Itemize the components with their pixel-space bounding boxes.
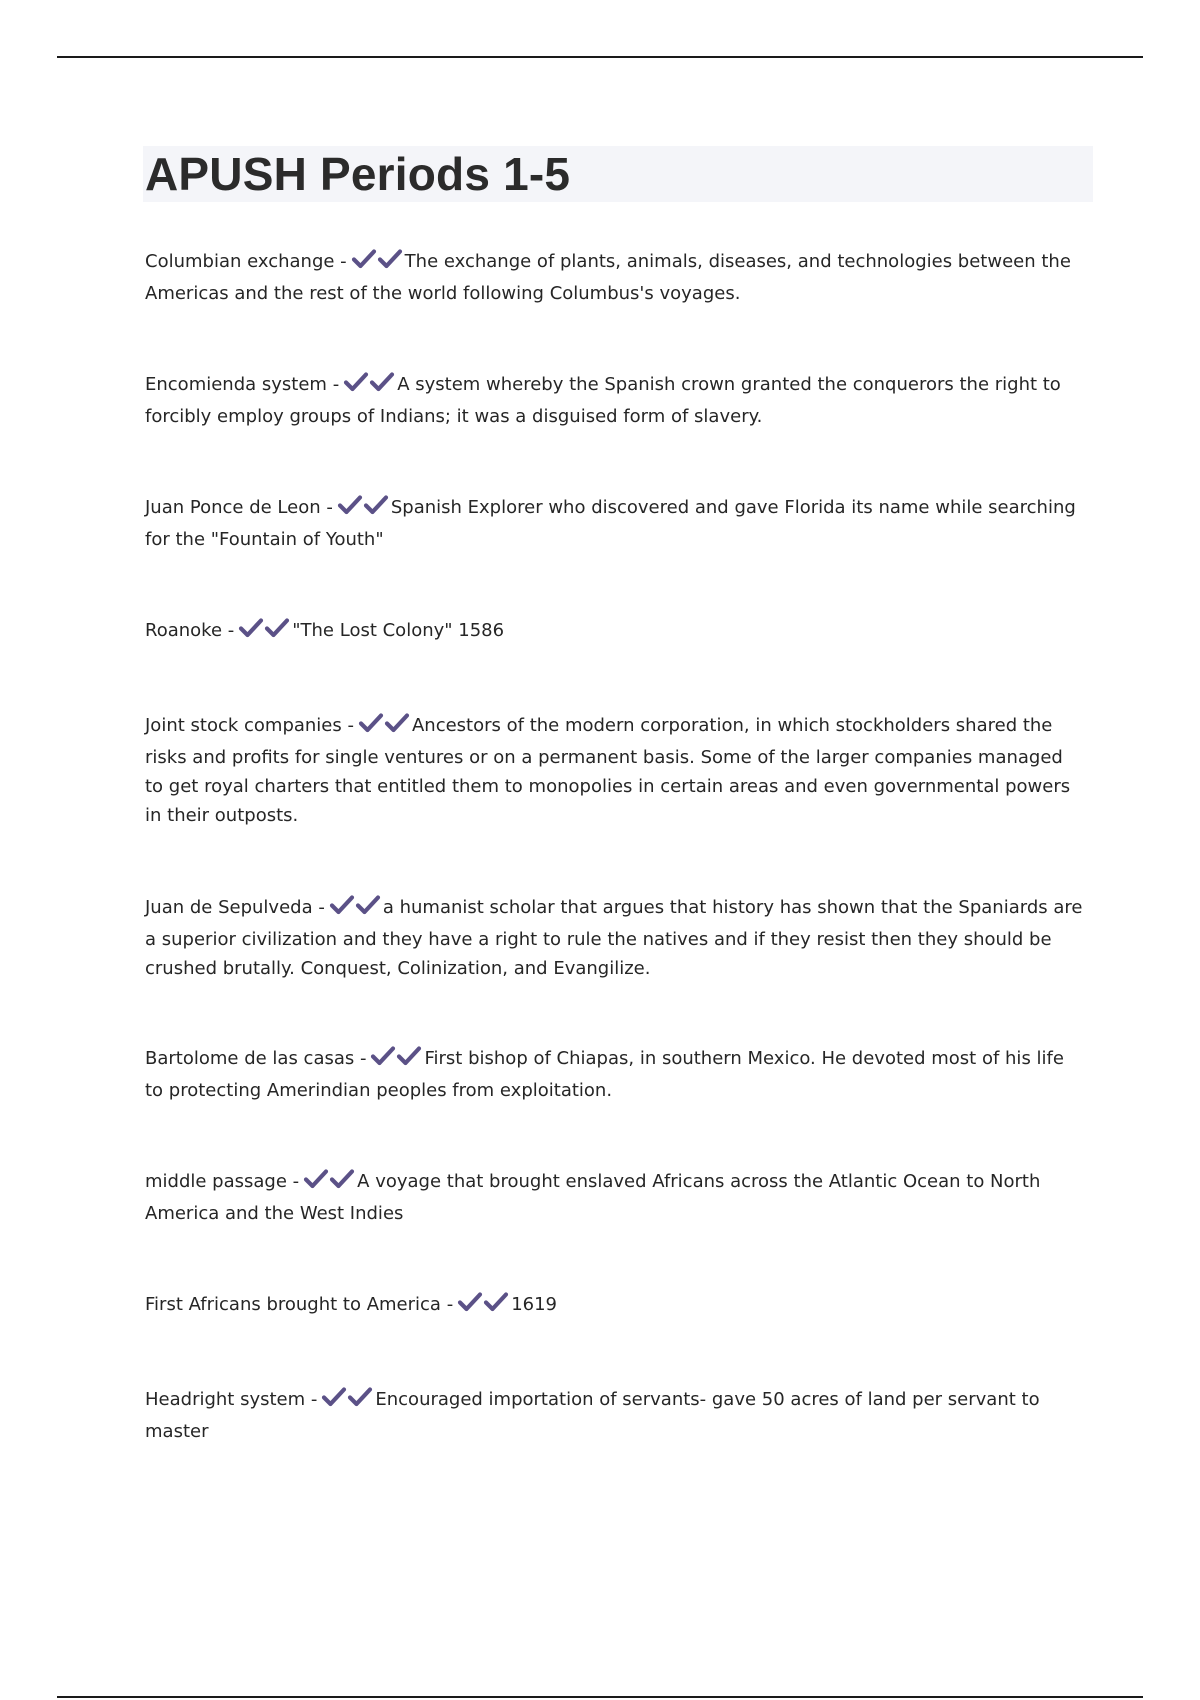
entry-definition: Encouraged importation of servants- gave 50 acres of land per servant to master	[145, 1389, 1040, 1442]
entry-separator: -	[326, 374, 340, 395]
entry-encomienda-system	[145, 370, 1085, 431]
check-icon	[355, 894, 381, 916]
check-icon	[483, 1291, 509, 1313]
check-icon	[396, 1045, 422, 1067]
entry-separator: -	[312, 897, 325, 918]
double-check-icon	[238, 617, 290, 648]
entry-definition: "The Lost Colony" 1586	[292, 620, 505, 641]
entry-definition: First bishop of Chiapas, in southern Mexico. He devoted most of his life to protecting Amerindian peoples from exploitation.	[145, 1048, 1064, 1101]
check-icon	[369, 371, 395, 393]
bottom-rule	[57, 1696, 1143, 1698]
check-icon	[329, 1168, 355, 1190]
check-icon	[358, 712, 384, 734]
entry-separator: -	[440, 1294, 454, 1315]
entry-separator: -	[334, 251, 347, 272]
check-icon	[343, 371, 369, 393]
entry-bartolome-de-las-casas	[145, 1044, 1085, 1105]
entry-term: First Africans brought to America	[145, 1294, 441, 1315]
entry-headright-system	[145, 1385, 1085, 1446]
entry-separator: -	[305, 1389, 318, 1410]
entry-term: Juan de Sepulveda	[145, 897, 313, 918]
entry-definition: Ancestors of the modern corporation, in which stockholders shared the risks and profits for single ventures or on a permanent basis. Some of the larger companies managed to get royal charters that entitled them to monopolies in certain areas and even governmental powers in their outposts.	[145, 715, 1071, 826]
check-icon	[303, 1168, 329, 1190]
double-check-icon	[329, 894, 381, 925]
check-icon	[321, 1386, 347, 1408]
check-icon	[238, 617, 264, 639]
entry-separator: -	[341, 715, 354, 736]
entry-definition: A system whereby the Spanish crown granted the conquerors the right to forcibly employ groups of Indians; it was a disguised form of slavery.	[145, 374, 1061, 427]
entry-term: Columbian exchange	[145, 251, 335, 272]
check-icon	[363, 494, 389, 516]
double-check-icon	[321, 1386, 373, 1417]
page-title: APUSH Periods 1-5	[145, 148, 571, 200]
double-check-icon	[358, 712, 410, 743]
entry-term: Bartolome de las casas	[145, 1048, 355, 1069]
entry-term: Encomienda system	[145, 374, 327, 395]
check-icon	[457, 1291, 483, 1313]
check-icon	[377, 248, 403, 270]
top-rule	[57, 56, 1143, 58]
check-icon	[337, 494, 363, 516]
entry-separator: -	[286, 1171, 300, 1192]
check-icon	[347, 1386, 373, 1408]
entry-term: Roanoke	[145, 620, 223, 641]
entry-middle-passage	[145, 1167, 1085, 1228]
entry-term: middle passage	[145, 1171, 287, 1192]
entry-separator: -	[320, 497, 333, 518]
entry-juan-ponce-de-leon	[145, 493, 1085, 554]
entry-separator: -	[354, 1048, 367, 1069]
entry-joint-stock-companies	[145, 711, 1085, 830]
entry-definition: A voyage that brought enslaved Africans across the Atlantic Ocean to North America and the West Indies	[145, 1171, 1041, 1224]
entry-term: Juan Ponce de Leon	[145, 497, 321, 518]
entry-definition: Spanish Explorer who discovered and gave Florida its name while searching for the "Fountain of Youth"	[145, 497, 1076, 550]
check-icon	[384, 712, 410, 734]
entry-juan-de-sepulveda	[145, 893, 1085, 983]
entry-term: Joint stock companies	[145, 715, 342, 736]
entry-roanoke	[145, 616, 1085, 648]
entry-term: Headright system	[145, 1389, 306, 1410]
check-icon	[351, 248, 377, 270]
check-icon	[370, 1045, 396, 1067]
double-check-icon	[303, 1168, 355, 1199]
double-check-icon	[351, 248, 403, 279]
entry-definition: 1619	[511, 1294, 557, 1315]
double-check-icon	[337, 494, 389, 525]
entry-columbian-exchange	[145, 247, 1085, 308]
entry-separator: -	[222, 620, 235, 641]
check-icon	[329, 894, 355, 916]
entry-definition: a humanist scholar that argues that history has shown that the Spaniards are a superior civilization and they have a right to rule the natives and if they resist then they should be crushed brutally. Conquest, Colinization, and Evangilize.	[145, 897, 1083, 979]
check-icon	[264, 617, 290, 639]
entry-first-africans	[145, 1290, 1085, 1322]
double-check-icon	[343, 371, 395, 402]
entry-definition: The exchange of plants, animals, diseases, and technologies between the Americas and the rest of the world following Columbus's voyages.	[145, 251, 1071, 304]
title-bar	[143, 146, 1093, 202]
double-check-icon	[457, 1291, 509, 1322]
double-check-icon	[370, 1045, 422, 1076]
